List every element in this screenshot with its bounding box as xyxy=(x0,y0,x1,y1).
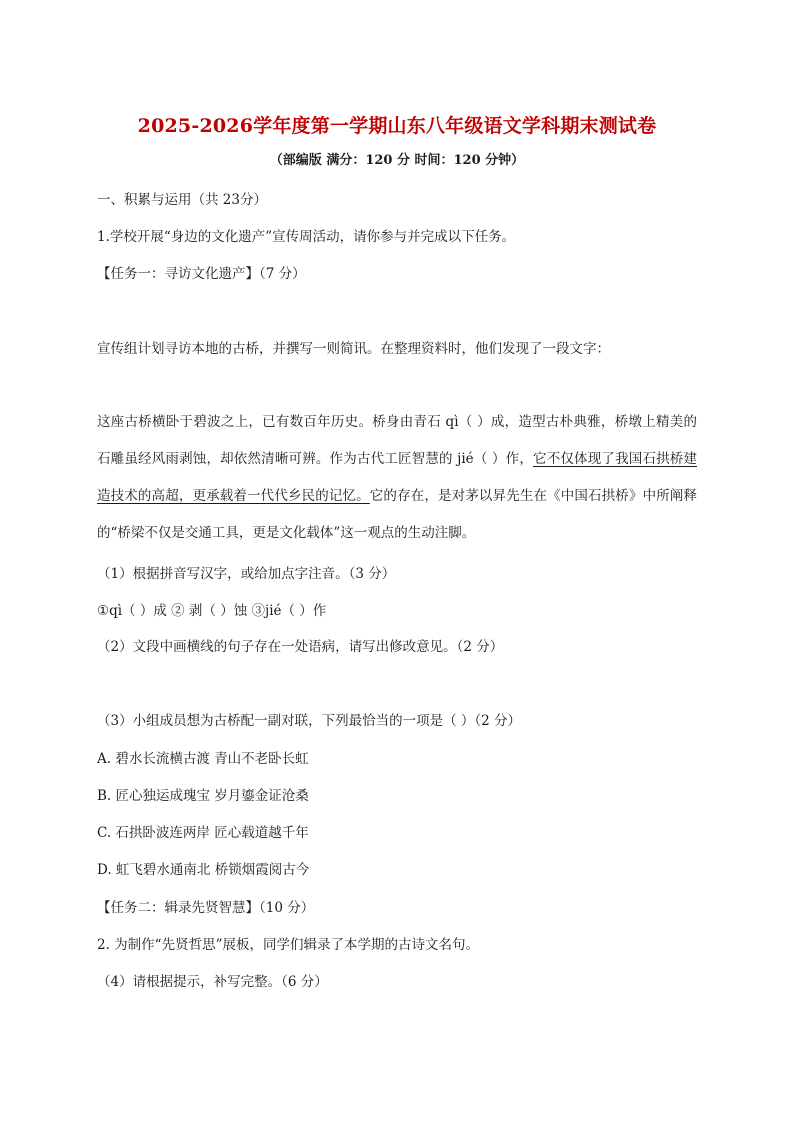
passage xyxy=(97,404,697,552)
question-1-1-items: ①qì（ ）成 ② 剥（ ）蚀 ③jié（ ）作 xyxy=(97,603,327,619)
exam-title: 2025-2026学年度第一学期山东八年级语文学科期末测试卷 xyxy=(137,115,657,137)
passage-part-2: 它的存在，是对茅以昇先生在《中国石拱桥》中所阐释的“桥梁不仅是交通工具，更是文化载体”这一观点的生动注脚。 xyxy=(97,488,698,541)
question-1-1: （1）根据拼音写汉字，或给加点字注音。（3 分） xyxy=(97,566,396,582)
question-2-intro: 2. 为制作“先贤哲思”展板，同学们辑录了本学期的古诗文名句。 xyxy=(97,937,479,953)
task-2-heading: 【任务二：辑录先贤智慧】（10 分） xyxy=(97,900,315,916)
exam-subtitle: （部编版 满分：120 分 时间：120 分钟） xyxy=(269,153,525,168)
passage-part-1: 这座古桥横卧于碧波之上，已有数百年历史。桥身由青石 qì（ ）成，造型古朴典雅，桥墩上精美的石雕虽经风雨剥蚀，却依然清晰可辨。作为古代工匠智慧的 jié（ ）作， xyxy=(97,414,697,467)
question-1-intro: 1.学校开展“身边的文化遗产”宣传周活动，请你参与并完成以下任务。 xyxy=(97,229,516,245)
passage-underlined-sentence: 它不仅体现了我国石拱桥建造技术的高超，更承载着一代代乡民的记忆。 xyxy=(97,451,697,504)
task-1-heading: 【任务一：寻访文化遗产】（7 分） xyxy=(97,266,306,282)
option-a: A. 碧水长流横古渡 青山不老卧长虹 xyxy=(97,751,309,767)
question-2-4: （4）请根据提示，补写完整。（6 分） xyxy=(97,974,328,990)
section-heading: 一、积累与运用（共 23分） xyxy=(97,192,267,208)
option-b: B. 匠心独运成瑰宝 岁月鎏金证沧桑 xyxy=(97,788,309,804)
task-1-intro: 宣传组计划寻访本地的古桥，并撰写一则简讯。在整理资料时，他们发现了一段文字： xyxy=(97,341,610,357)
option-d: D. 虹飞碧水通南北 桥锁烟霞阅古今 xyxy=(97,862,310,878)
question-1-2: （2）文段中画横线的句子存在一处语病，请写出修改意见。（2 分） xyxy=(97,639,504,655)
option-c: C. 石拱卧波连两岸 匠心载道越千年 xyxy=(97,825,309,841)
question-1-3: （3）小组成员想为古桥配一副对联，下列最恰当的一项是（ ）（2 分） xyxy=(97,713,522,729)
